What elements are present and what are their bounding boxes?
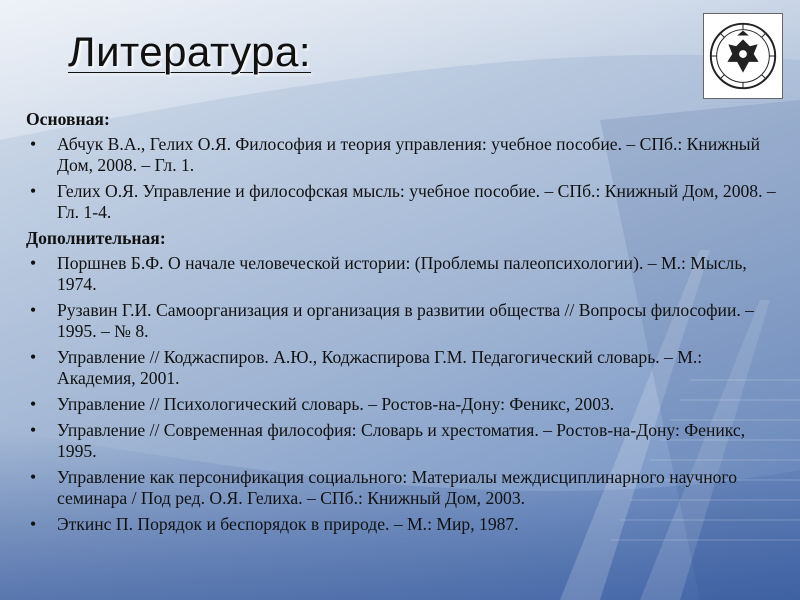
university-emblem-icon xyxy=(703,13,783,99)
main-literature-list xyxy=(22,134,782,223)
slide-title: Литература: xyxy=(68,28,312,75)
bibliography xyxy=(22,105,782,540)
list-item: • Управление // Коджаспиров. А.Ю., Коджаспирова Г.М. Педагогический словарь. – М.: Академия, 2001. xyxy=(22,347,782,389)
additional-literature-list xyxy=(22,253,782,535)
list-item: • Управление // Современная философия: Словарь и хрестоматия. – Ростов-на-Дону: Феникс, 1995. xyxy=(22,420,782,462)
list-item: • Рузавин Г.И. Самоорганизация и организация в развитии общества // Вопросы философии. – 1995. – № 8. xyxy=(22,300,782,342)
list-item: • Гелих О.Я. Управление и философская мысль: учебное пособие. – СПб.: Книжный Дом, 2008. – Гл. 1-4. xyxy=(22,181,782,223)
section-heading-main: Основная: xyxy=(26,109,110,129)
list-item: • Управление как персонификация социального: Материалы междисциплинарного научного семинара / Под ред. О.Я. Гелиха. – СПб.: Книжный Дом, 2003. xyxy=(22,467,782,509)
list-item: • Управление // Психологический словарь. – Ростов-на-Дону: Феникс, 2003. xyxy=(22,394,782,415)
list-item: • Поршнев Б.Ф. О начале человеческой истории: (Проблемы палеопсихологии). – М.: Мысль, 1974. xyxy=(22,253,782,295)
list-item: • Абчук В.А., Гелих О.Я. Философия и теория управления: учебное пособие. – СПб.: Книжный Дом, 2008. – Гл. 1. xyxy=(22,134,782,176)
section-heading-additional: Дополнительная: xyxy=(26,228,166,248)
list-item: • Эткинс П. Порядок и беспорядок в природе. – М.: Мир, 1987. xyxy=(22,514,782,535)
